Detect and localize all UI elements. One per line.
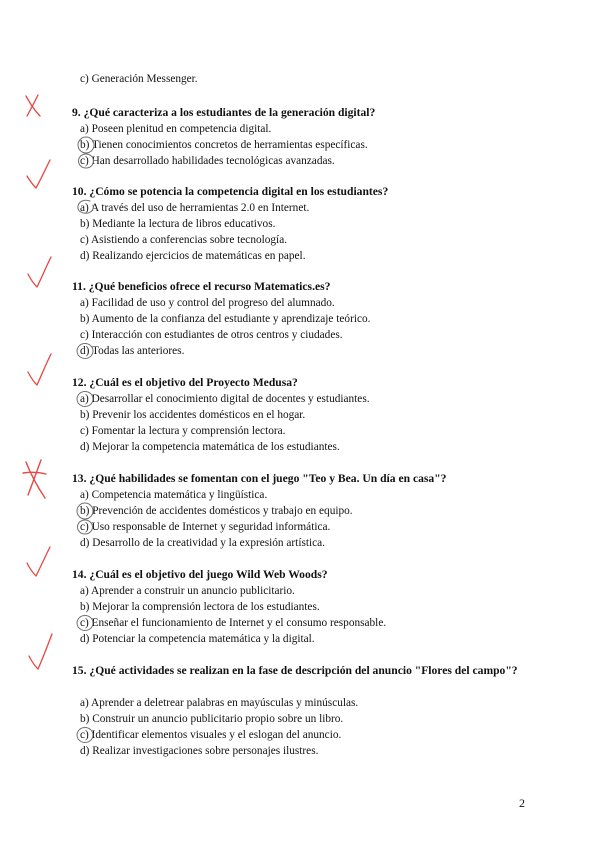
question-12-option-c: c) Fomentar la lectura y comprensión lectora. — [80, 425, 286, 437]
question-9-option-b: b) Tienen conocimientos concretos de herramientas específicas. — [80, 139, 368, 151]
question-12-option-b: b) Prevenir los accidentes domésticos en el hogar. — [80, 409, 306, 421]
cross-mark-q13 — [23, 460, 46, 498]
check-mark-q11 — [28, 257, 51, 287]
question-12-option-a: a) Desarrollar el conocimiento digital de docentes y estudiantes. — [80, 393, 370, 405]
question-10-option-a: a) A través del uso de herramientas 2.0 en Internet. — [80, 202, 310, 214]
cross-mark-q9 — [26, 95, 40, 116]
question-11-option-a: a) Facilidad de uso y control del progreso del alumnado. — [80, 297, 335, 309]
question-15-title: 15. ¿Qué actividades se realizan en la fase de descripción del anuncio "Flores del campo"? — [72, 664, 518, 677]
previous-option-c: c) Generación Messenger. — [80, 73, 198, 85]
question-13-title: 13. ¿Qué habilidades se fomentan con el juego "Teo y Bea. Un día en casa"? — [72, 472, 447, 485]
check-mark-q10 — [27, 160, 50, 188]
question-11-option-b: b) Aumento de la confianza del estudiante y aprendizaje teórico. — [80, 313, 371, 325]
question-13-option-c: c) Uso responsable de Internet y seguridad informática. — [80, 521, 331, 533]
question-13-option-d: d) Desarrollo de la creatividad y la expresión artística. — [80, 537, 325, 549]
check-mark-q12 — [28, 354, 51, 385]
question-12-option-d: d) Mejorar la competencia matemática de los estudiantes. — [80, 441, 340, 453]
question-11-option-c: c) Interacción con estudiantes de otros centros y ciudades. — [80, 329, 343, 341]
question-13-option-a: a) Competencia matemática y lingüística. — [80, 489, 268, 501]
page-number: 2 — [519, 796, 525, 810]
question-14-option-b: b) Mejorar la comprensión lectora de los estudiantes. — [80, 601, 320, 613]
check-mark-q15 — [29, 634, 52, 669]
question-15-option-d: d) Realizar investigaciones sobre personajes ilustres. — [80, 745, 319, 757]
question-10-option-d: d) Realizando ejercicios de matemáticas en papel. — [80, 250, 306, 262]
question-12-title: 12. ¿Cuál es el objetivo del Proyecto Medusa? — [72, 376, 298, 389]
question-13-option-b: b) Prevención de accidentes domésticos y trabajo en equipo. — [80, 505, 353, 517]
question-15-option-b: b) Construir un anuncio publicitario propio sobre un libro. — [80, 713, 344, 725]
question-14-option-a: a) Aprender a construir un anuncio publicitario. — [80, 585, 295, 597]
question-9-option-a: a) Poseen plenitud en competencia digital. — [80, 123, 272, 135]
question-9-option-c: c) Han desarrollado habilidades tecnológicas avanzadas. — [80, 155, 335, 167]
check-mark-q14 — [27, 547, 50, 576]
question-11-option-d: d) Todas las anteriores. — [80, 345, 185, 357]
question-10-option-b: b) Mediante la lectura de libros educativos. — [80, 218, 276, 230]
question-10-option-c: c) Asistiendo a conferencias sobre tecnología. — [80, 234, 288, 246]
question-14-option-d: d) Potenciar la competencia matemática y la digital. — [80, 633, 315, 645]
question-15-option-a: a) Aprender a deletrear palabras en mayúsculas y minúsculas. — [80, 697, 359, 709]
question-15-option-c: c) Identificar elementos visuales y el eslogan del anuncio. — [80, 729, 342, 741]
question-10-title: 10. ¿Cómo se potencia la competencia digital en los estudiantes? — [72, 185, 389, 198]
question-9-title: 9. ¿Qué caracteriza a los estudiantes de la generación digital? — [72, 106, 376, 119]
question-11-title: 11. ¿Qué beneficios ofrece el recurso Matematics.es? — [72, 280, 331, 293]
question-14-option-c: c) Enseñar el funcionamiento de Internet y el consumo responsable. — [80, 617, 387, 629]
question-14-title: 14. ¿Cuál es el objetivo del juego Wild Web Woods? — [72, 568, 328, 581]
